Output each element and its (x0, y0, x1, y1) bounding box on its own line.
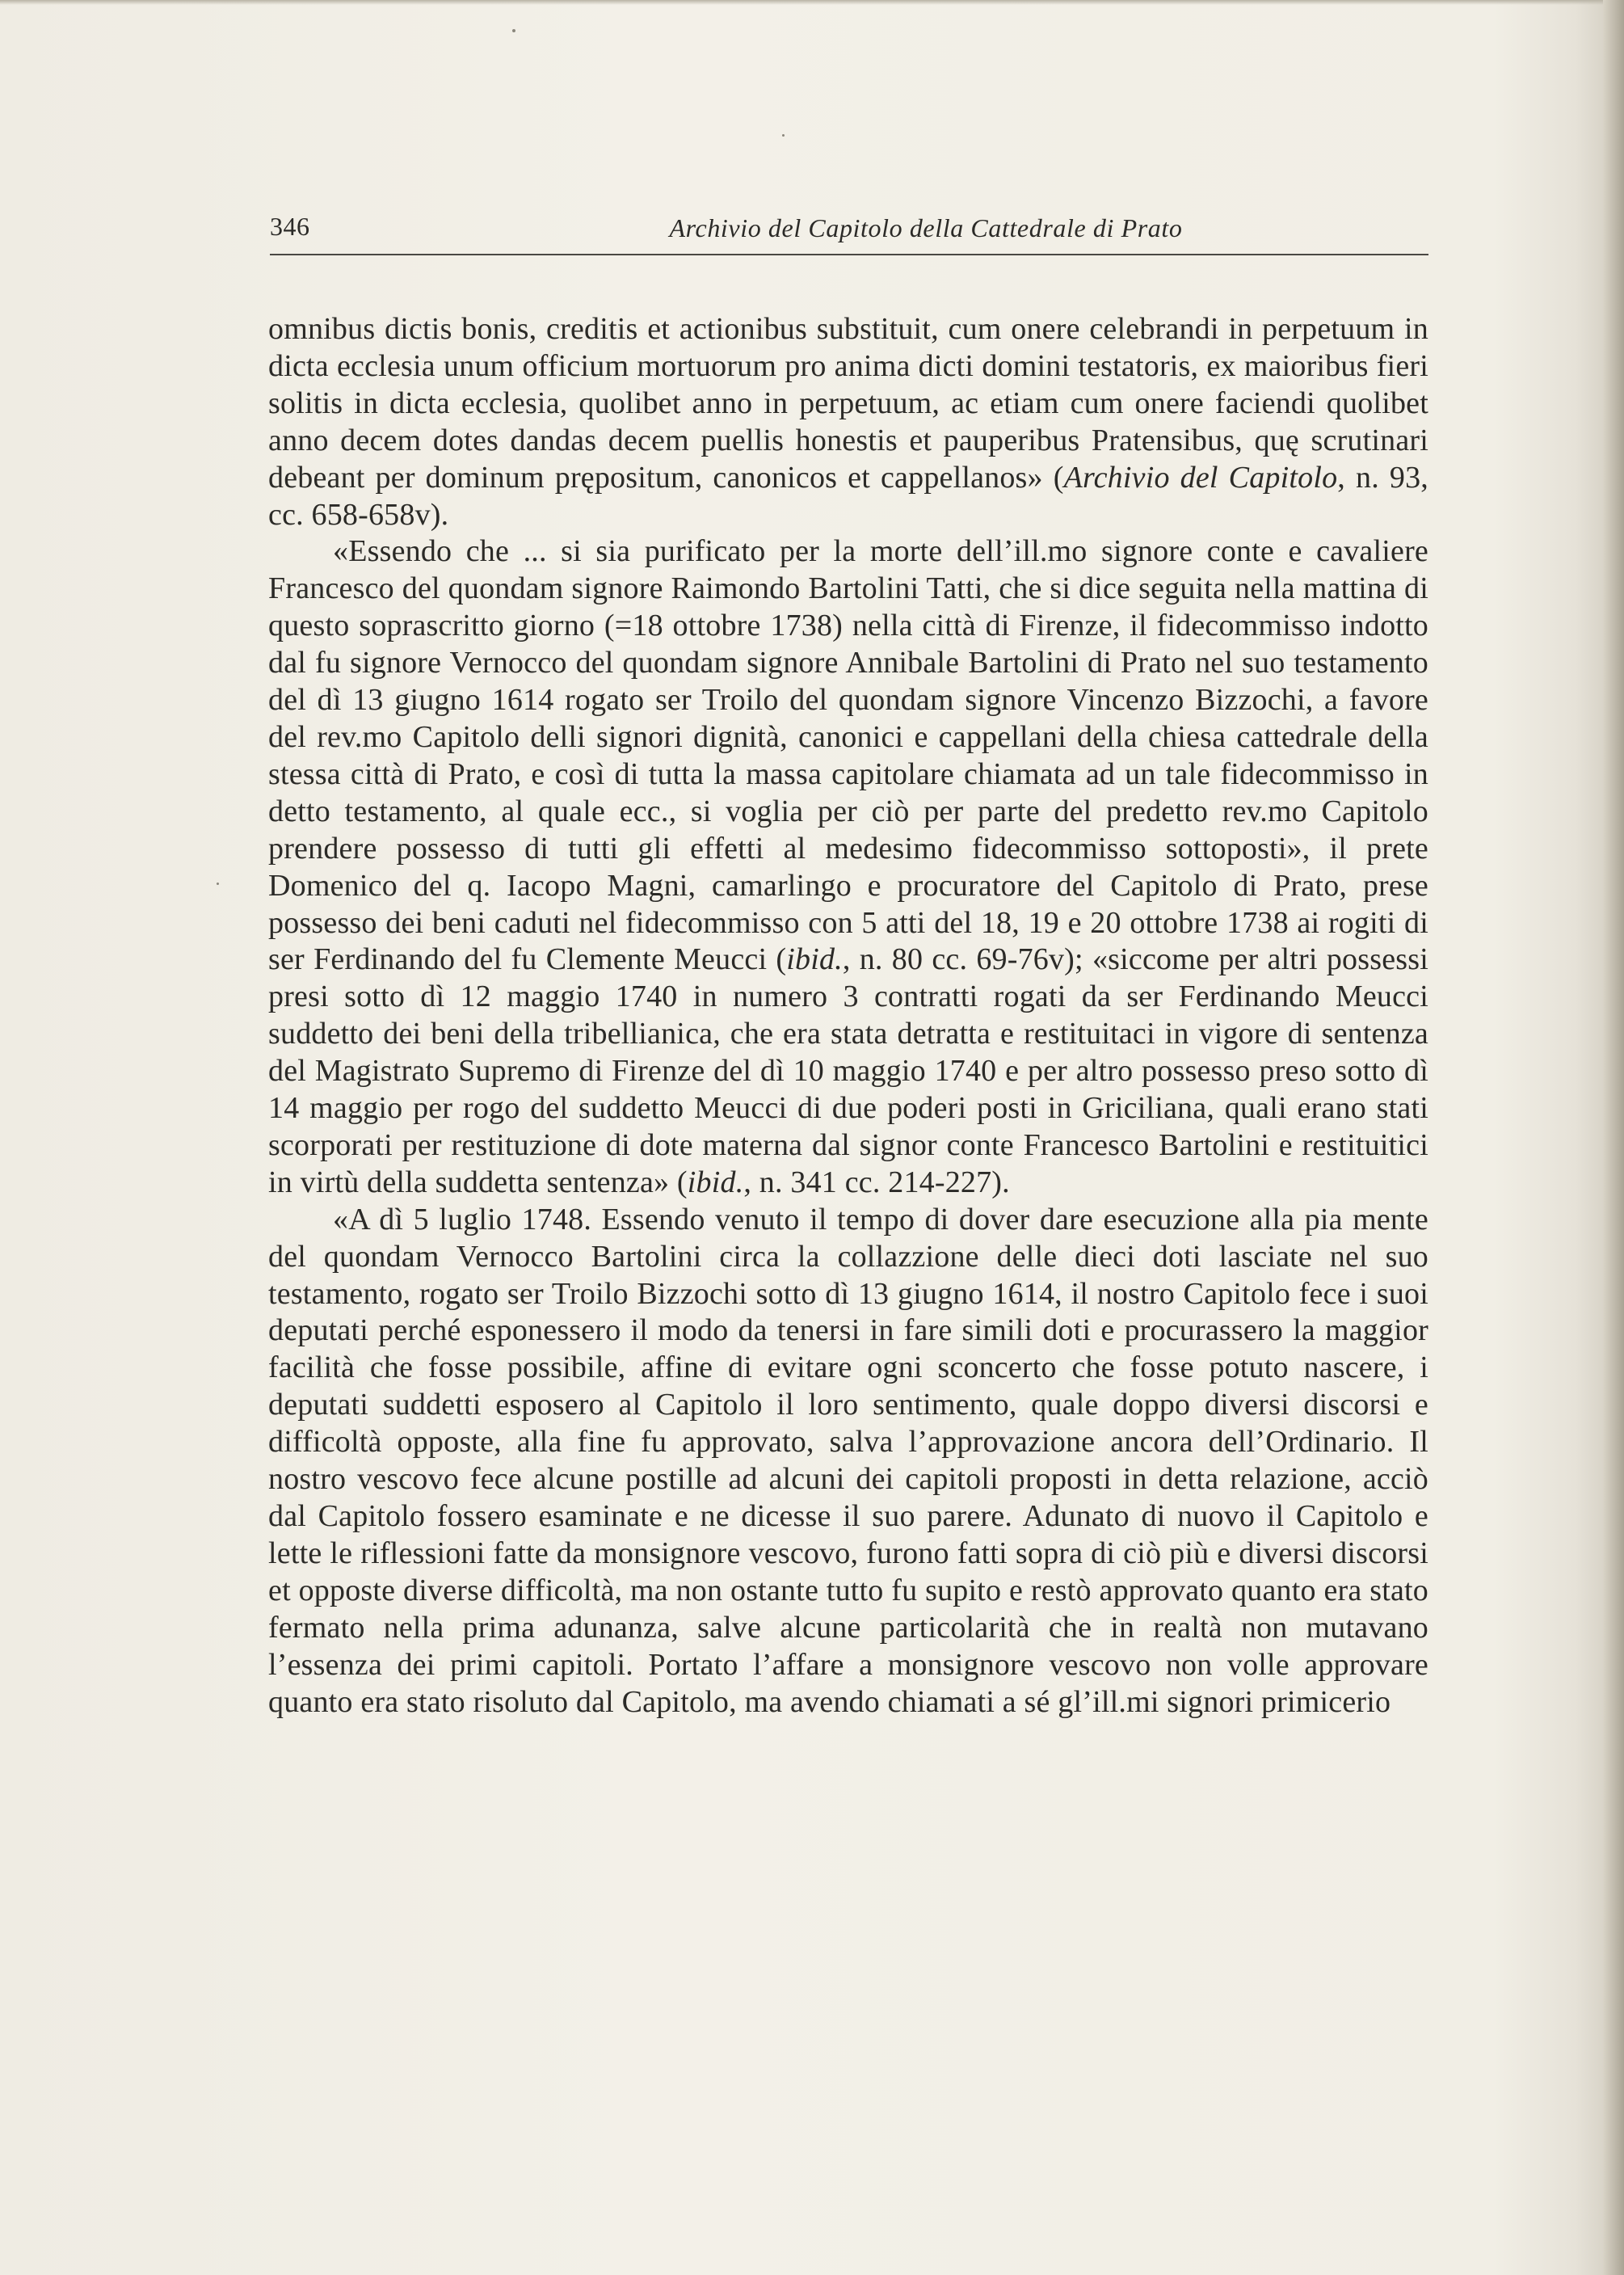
running-title: Archivio del Capitolo della Cattedrale di Prato (669, 213, 1183, 242)
page-number: 346 (270, 212, 310, 241)
top-shadow (0, 0, 1624, 5)
paragraph-3: «A dì 5 luglio 1748. Essendo venuto il tempo di dover dare esecuzione alla pia mente del quondam Vernocco Bartolini circa la collazzione delle dieci doti lasciate nel suo testamento, rogato ser Troilo Bizzochi sotto dì 13 giugno 1614, il nostro Capitolo fece i suoi deputati perché esponessero il modo da tenersi in fare simili doti e procurassero la maggior facilità che fosse possibile, affine di evitare ogni sconcerto che fosse potuto nascere, i deputati suddetti esposero al Capitolo il loro sentimento, quale doppo diversi discorsi e difficoltà opposte, alla fine fu approvato, salva l’approvazione ancora dell’Ordinario. Il nostro vescovo fece alcune postille ad alcuni dei capitoli proposti in detta relazione, acciò dal Capitolo fossero esaminate e ne dicesse il suo parere. Adunato di nuovo il Capitolo e lette le riflessioni fatte da monsignore vescovo, furono fatti sopra di ciò più e diversi discorsi et opposte diverse difficoltà, ma non ostante tutto fu supito e restò approvato quanto era stato fermato nella prima adunanza, salve alcune particolarità che in realtà non mutavano l’essenza dei primi capitoli. Portato l’affare a monsignore vescovo non volle approvare quanto era stato risoluto dal Capitolo, ma avendo chiamati a sé gl’ill.mi signori primicerio (268, 1202, 1428, 1719)
citation-title: Archivio del Capitolo (1063, 460, 1338, 495)
paragraph-2: «Essendo che ... si sia purificato per la morte dell’ill.mo signore conte e cavaliere Francesco del quondam signore Raimondo Bartolini Tatti, che si dice seguita nella mattina di questo soprascritto giorno (=18 ottobre 1738) nella città di Firenze, il fidecommisso indotto dal fu signore Vernocco del quondam signore Annibale Bartolini di Prato nel suo testamento del dì 13 giugno 1614 rogato ser Troilo del quondam signore Vincenzo Bizzochi, a favore del rev.mo Capitolo delli signori dignità, canonici e cappellani della chiesa cattedrale della stessa città di Prato, e così di tutta la massa capitolare chiamata ad un tale fidecommisso in detto testamento, al quale ecc., si voglia per ciò per parte del predetto rev.mo Capitolo prendere possesso di tutti gli effetti al medesimo fidecommisso sottoposti», il prete Domenico del q. Iacopo Magni, camarlingo e procuratore del Capitolo di Prato, prese possesso dei beni caduti nel fidecommisso con 5 atti del 18, 19 e 20 ottobre 1738 ai rogiti di ser Ferdinando del fu Clemente Meucci (ibid., n. 80 cc. 69-76v); «siccome per altri possessi presi sotto dì 12 maggio 1740 in numero 3 contratti rogati da ser Ferdinando Meucci suddetto dei beni della tribellianica, che era stata detratta e restituitaci in vigore di sentenza del Magistrato Supremo di Firenze del dì 10 maggio 1740 e per altro possesso preso sotto dì 14 maggio per rogo del suddetto Meucci di due poderi posti in Griciliana, quali erano stati scorporati per restituzione di dote materna dal signor conte Francesco Bartolini e restituitici in virtù della suddetta sentenza» (ibid., n. 341 cc. 214-227). (268, 534, 1429, 1199)
citation-ibid: ibid. (687, 1165, 744, 1199)
page-header (270, 212, 1428, 255)
page-edge (1603, 0, 1624, 2275)
paper-speck (217, 883, 219, 885)
paper-speck (512, 29, 515, 32)
paragraph-1: omnibus dictis bonis, creditis et actionibus substituit, cum onere celebrandi in perpetuum in dicta ecclesia unum officium mortuorum pro anima dicti domini testatoris, ex maioribus fieri solitis in dicta ecclesia, quolibet anno in perpetuum, ac etiam cum onere faciendi quolibet anno decem dotes dandas decem puellis honestis et pauperibus Pratensibus, quę scrutinari debeant per dominum prępositum, canonicos et cappellanos» (Archivio del Capitolo, n. 93, cc. 658-658v). (268, 312, 1428, 532)
paper-speck (782, 134, 785, 137)
citation-ibid: ibid. (786, 942, 843, 977)
body-text (268, 311, 1428, 1721)
